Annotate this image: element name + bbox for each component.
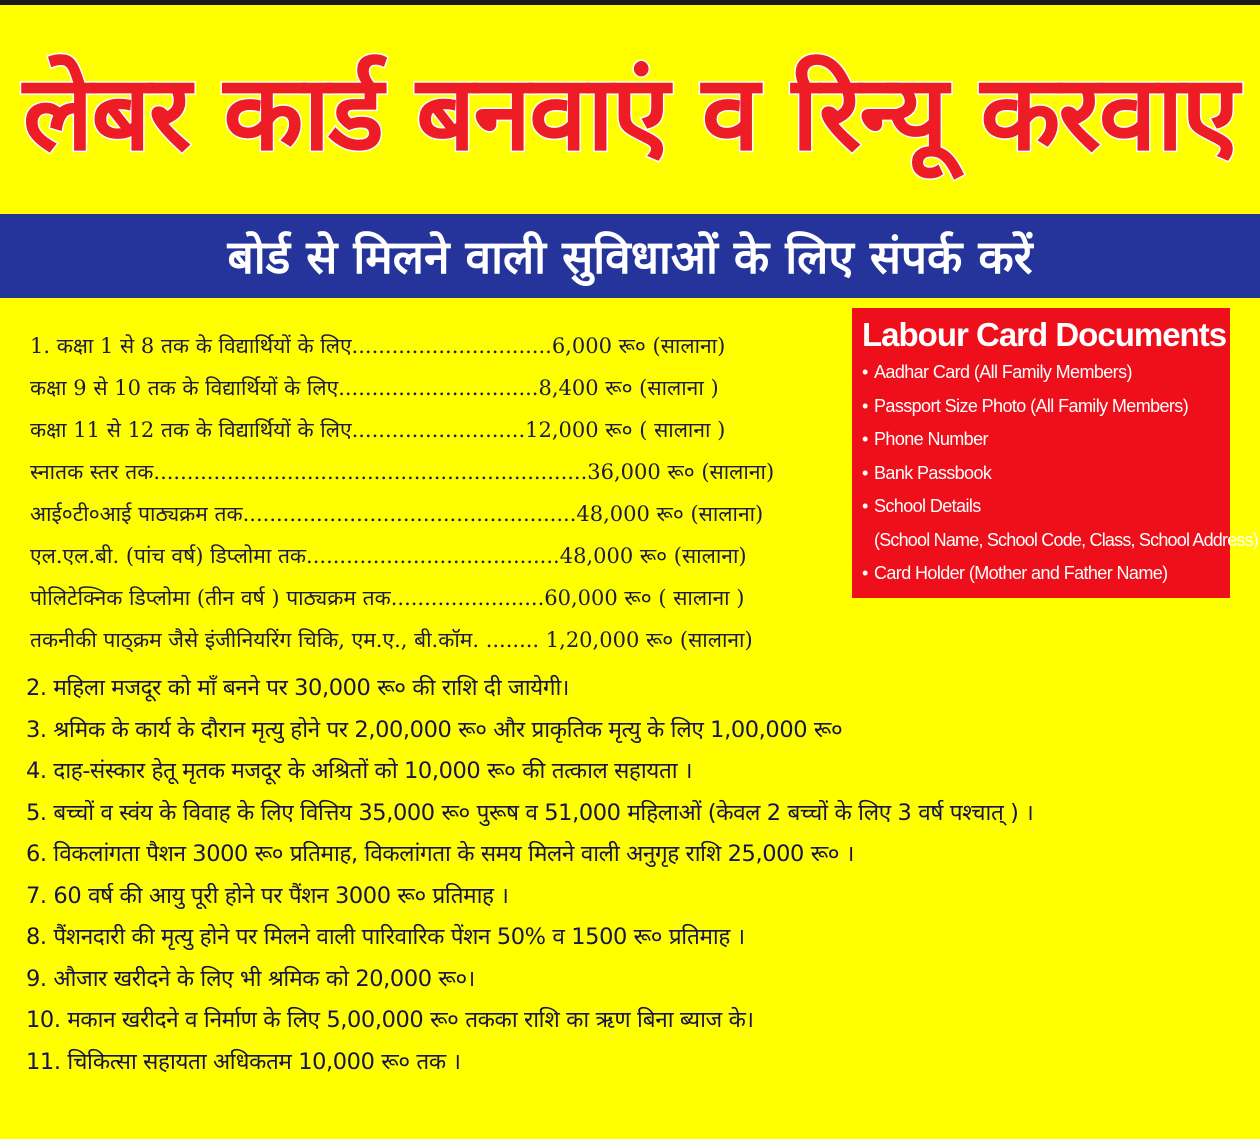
document-item — [862, 356, 1222, 390]
bullet-icon: • — [862, 496, 868, 516]
contact-banner — [0, 214, 1260, 298]
education-row: आई०टी०आई पाठ्यक्रम तक..................................................48,000 रू० (सालाना) — [30, 502, 764, 526]
bullet-icon: • — [862, 395, 868, 416]
education-row: पोलिटेक्निक डिप्लोमा (तीन वर्ष ) पाठ्यक्रम तक.......................60,000 रू० ( सालाना ) — [30, 586, 745, 610]
bullet-icon: • — [862, 563, 868, 583]
document-item-label: Card Holder (Mother and Father Name) — [874, 563, 1168, 583]
benefit-row: 8. पैंशनदारी की मृत्यु होने पर मिलने वाली पारिवारिक पेंशन 50% व 1500 रू० प्रतिमाह । — [26, 924, 745, 950]
bullet-icon: • — [862, 429, 868, 449]
document-item — [862, 457, 1222, 491]
document-item — [862, 557, 1222, 591]
benefits-list — [26, 668, 1246, 1083]
document-item — [862, 390, 1222, 424]
education-scholarship-list — [30, 325, 860, 661]
documents-title: Labour Card Documents — [862, 316, 1227, 353]
document-item-label: Aadhar Card (All Family Members) — [874, 362, 1132, 382]
document-item — [862, 423, 1222, 457]
documents-box — [852, 308, 1259, 598]
top-border — [0, 0, 1260, 5]
document-item-label: Bank Passbook — [874, 462, 992, 483]
benefit-row: 7. 60 वर्ष की आयु पूरी होने पर पैंशन 3000 रू० प्रतिमाह । — [26, 882, 509, 909]
benefit-row: 2. महिला मजदूर को माँ बनने पर 30,000 रू० की राशि दी जायेगी। — [26, 675, 570, 701]
education-row: तकनीकी पाठ्क्रम जैसे इंजीनियरिंग चिकि, एम.ए., बी.कॉम. ........ 1,20,000 रू० (सालाना) — [30, 628, 753, 652]
document-item-label: Phone Number — [874, 429, 988, 449]
benefit-row: 11. चिकित्सा सहायता अधिकतम 10,000 रू० तक । — [26, 1048, 461, 1075]
bullet-icon: • — [862, 462, 868, 483]
benefit-row: 5. बच्चों व स्वंय के विवाह के लिए वित्तिय 35,000 रू० पुरूष व 51,000 महिलाओं (केवल 2 बच्चों के लिए 3 वर्ष पश्चात् ) । — [26, 799, 1034, 826]
document-item-label: Passport Size Photo (All Family Members) — [874, 395, 1189, 416]
benefit-row: 3. श्रमिक के कार्य के दौरान मृत्यु होने पर 2,00,000 रू० और प्राकृतिक मृत्यु के लिए 1,00,000 रू० — [26, 716, 843, 743]
benefit-row: 4. दाह-संस्कार हेतू मृतक मजदूर के अश्रितों को 10,000 रू० की तत्काल सहायता । — [26, 758, 693, 784]
education-row: 1. कक्षा 1 से 8 तक के विद्यार्थियों के लिए..............................6,000 रू० (सालाना) — [30, 334, 726, 358]
school-details-subtext: (School Name, School Code, Class, School Address) — [874, 529, 1259, 550]
education-row: एल.एल.बी. (पांच वर्ष) डिप्लोमा तक......................................48,000 रू० (सालाना) — [30, 544, 747, 568]
headline: लेबर कार्ड बनवाएं व रिन्यू करवाए — [22, 52, 1238, 174]
education-row: कक्षा 11 से 12 तक के विद्यार्थियों के लिए..........................12,000 रू० ( सालाना ) — [30, 418, 726, 442]
benefit-row: 9. औजार खरीदने के लिए भी श्रमिक को 20,000 रू०। — [26, 965, 475, 992]
education-row: कक्षा 9 से 10 तक के विद्यार्थियों के लिए..............................8,400 रू० (सालाना ) — [30, 376, 719, 400]
document-item-label: School Details — [874, 496, 981, 516]
benefit-row: 6. विकलांगता पैशन 3000 रू० प्रतिमाह, विकलांगता के समय मिलने वाली अनुगृह राशि 25,000 रू० । — [26, 841, 854, 867]
document-item — [862, 490, 1222, 524]
banner-text: बोर्ड से मिलने वाली सुविधाओं के लिए संपर्क करें — [227, 230, 1033, 284]
bullet-icon: • — [862, 362, 868, 382]
education-row: स्नातक स्तर तक.................................................................36,000 रू० (सालाना) — [30, 460, 775, 484]
benefit-row: 10. मकान खरीदने व निर्माण के लिए 5,00,000 रू० तकका राशि का ऋण बिना ब्याज के। — [26, 1007, 754, 1033]
